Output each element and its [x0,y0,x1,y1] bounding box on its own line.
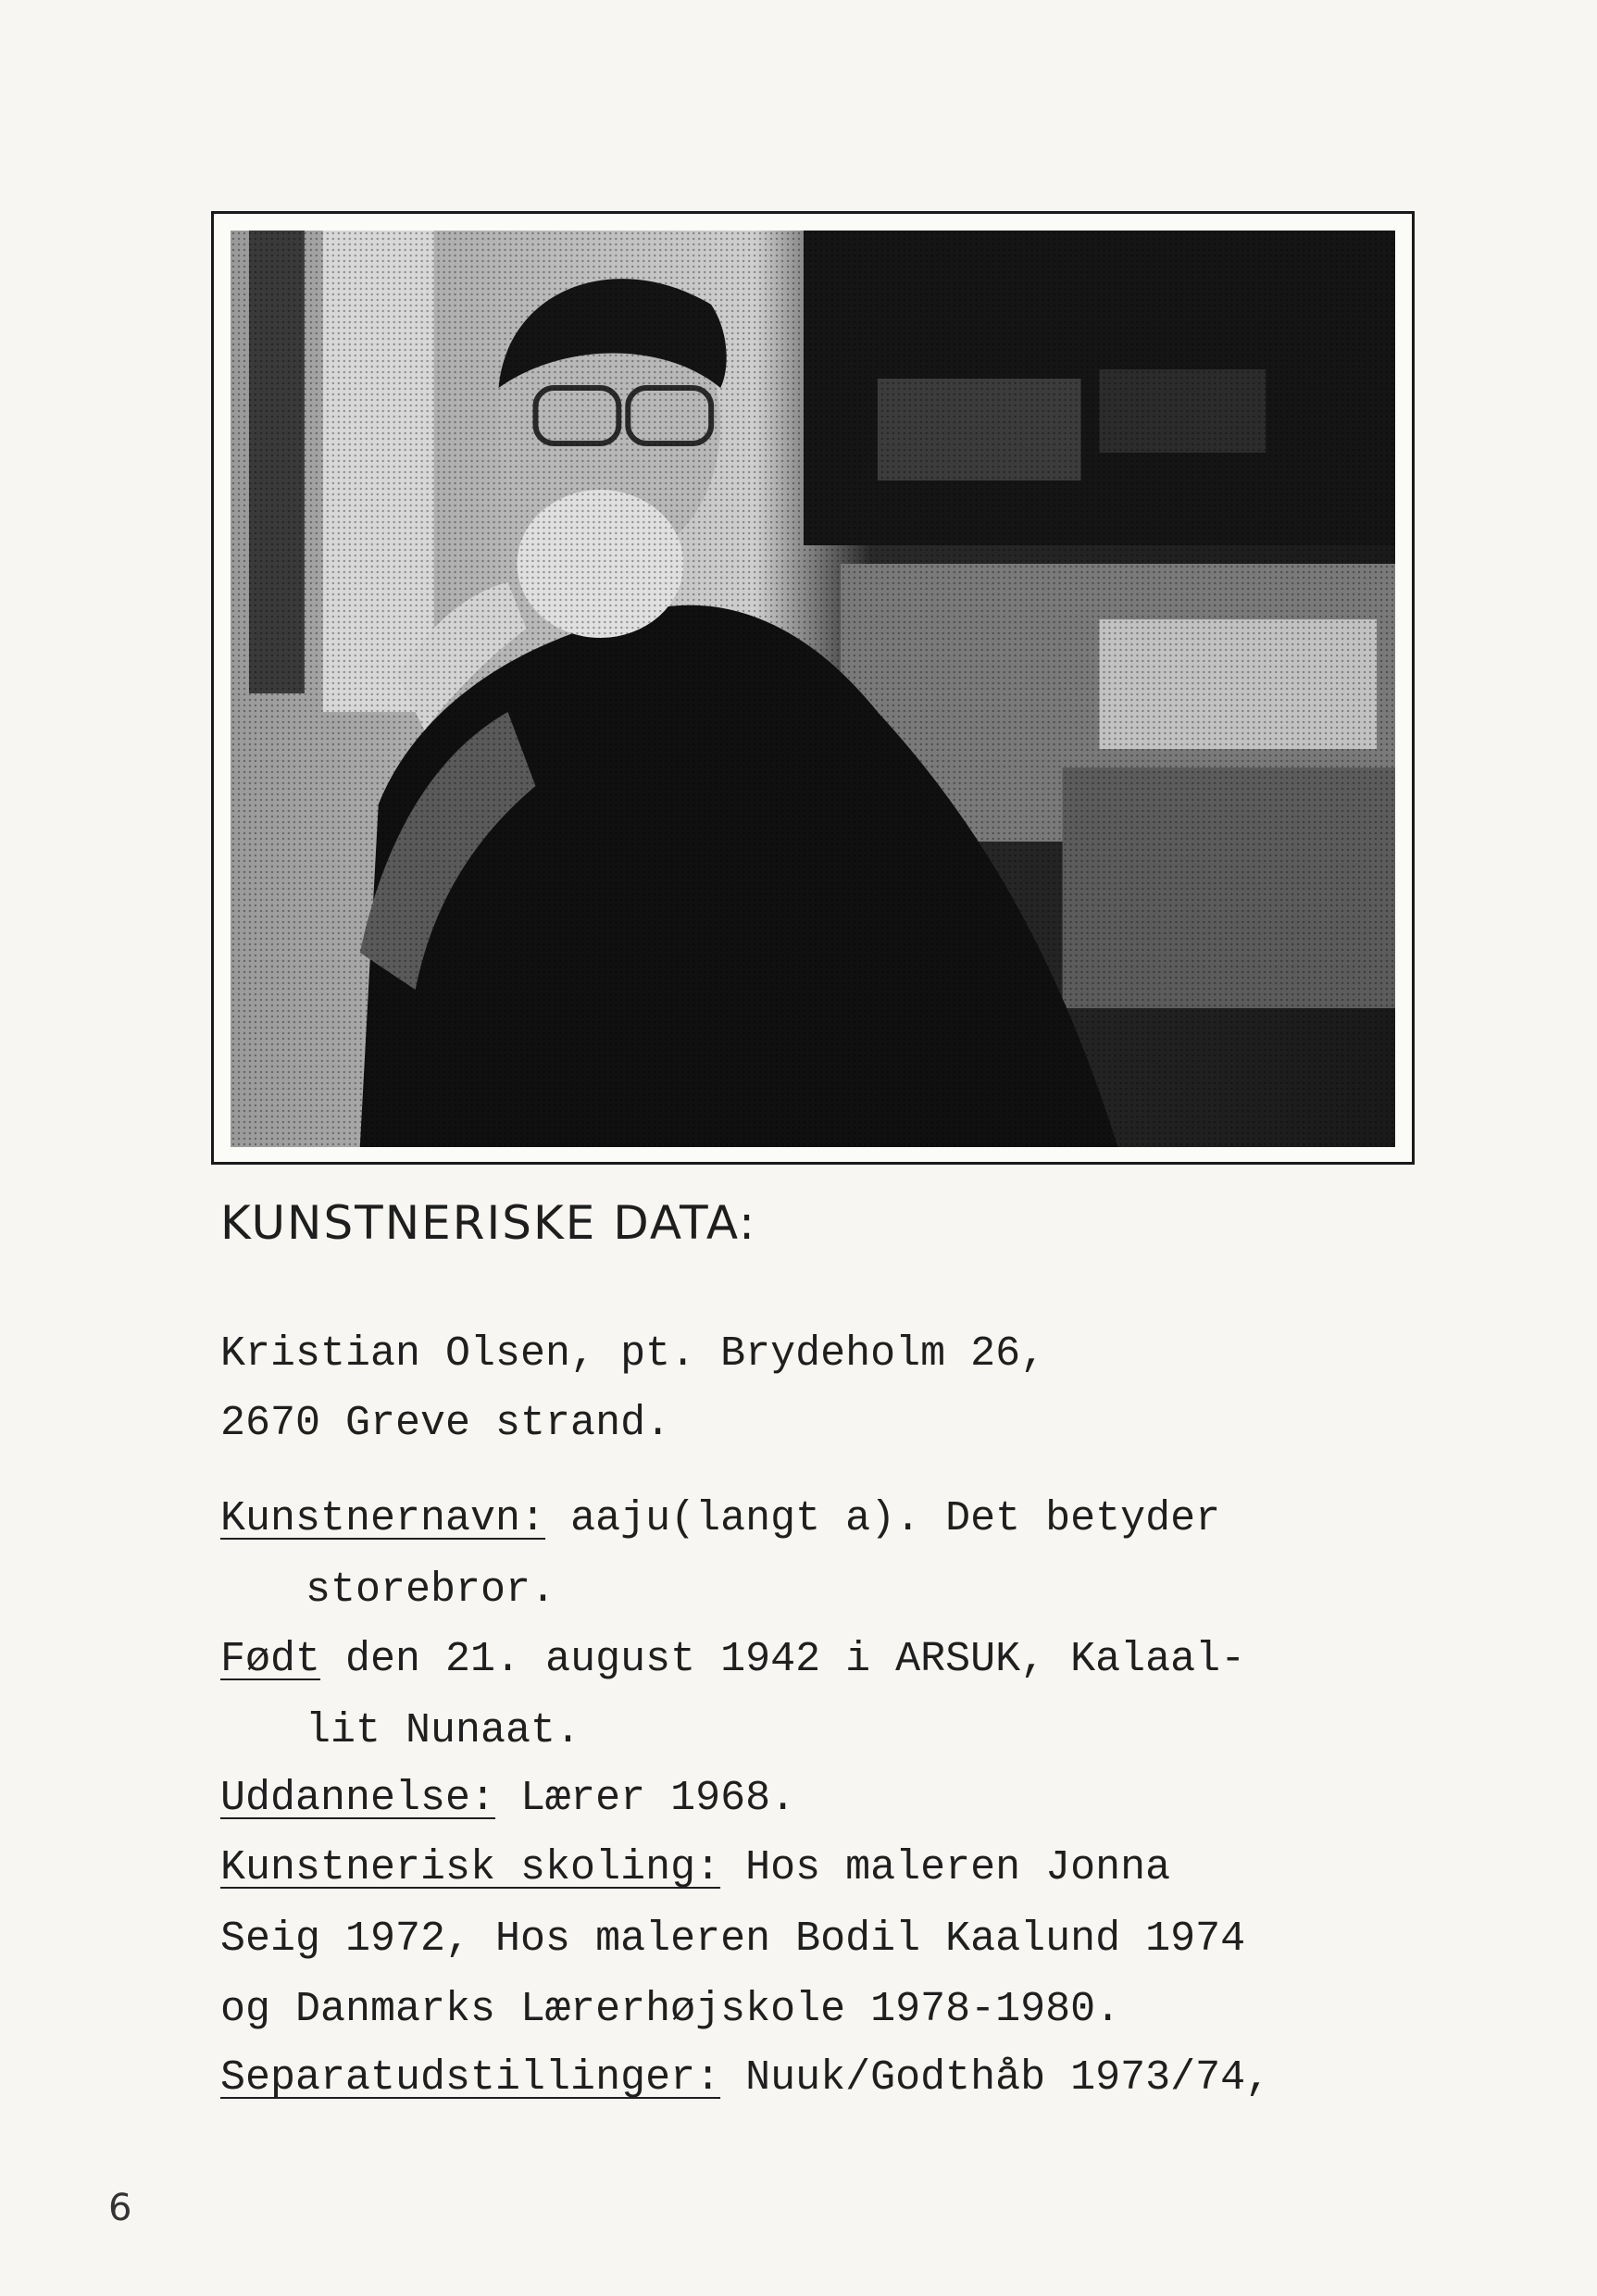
portrait-photo-frame [211,211,1415,1165]
solo-exhibitions-label: Separatudstillinger: [220,2054,721,2102]
solo-exhibitions-value: Nuuk/Godthåb 1973/74, [720,2054,1271,2102]
born-label: Født [220,1636,321,1683]
born-value: den 21. august 1942 i ARSUK, Kalaal- [320,1636,1246,1683]
address-line-2: 2670 Greve strand. [220,1400,671,1447]
education-label: Uddannelse: [220,1775,496,1822]
education-value: Lærer 1968. [495,1775,796,1822]
solo-exhibitions-line [220,2054,1271,2102]
artist-name-value-cont: storebror. [306,1566,556,1614]
art-training-line-3: og Danmarks Lærerhøjskole 1978-1980. [220,1986,1121,2033]
page-number: 6 [108,2187,132,2229]
art-training-line-2: Seig 1972, Hos maleren Bodil Kaalund 1974 [220,1915,1246,1963]
education-line [220,1775,796,1822]
section-heading: KUNSTNERISKE DATA: [220,1196,756,1250]
art-training-label: Kunstnerisk skoling: [220,1844,721,1891]
address-line-1: Kristian Olsen, pt. Brydeholm 26, [220,1330,1046,1378]
art-training-line [220,1844,1171,1891]
portrait-photo-icon [231,231,1395,1147]
artist-name-value: aaju(langt a). Det betyder [545,1495,1221,1542]
born-line [220,1636,1246,1683]
artist-name-line [220,1495,1221,1542]
artist-name-label: Kunstnernavn: [220,1495,546,1542]
art-training-value: Hos maleren Jonna [720,1844,1171,1891]
born-value-cont: lit Nunaat. [306,1707,581,1754]
